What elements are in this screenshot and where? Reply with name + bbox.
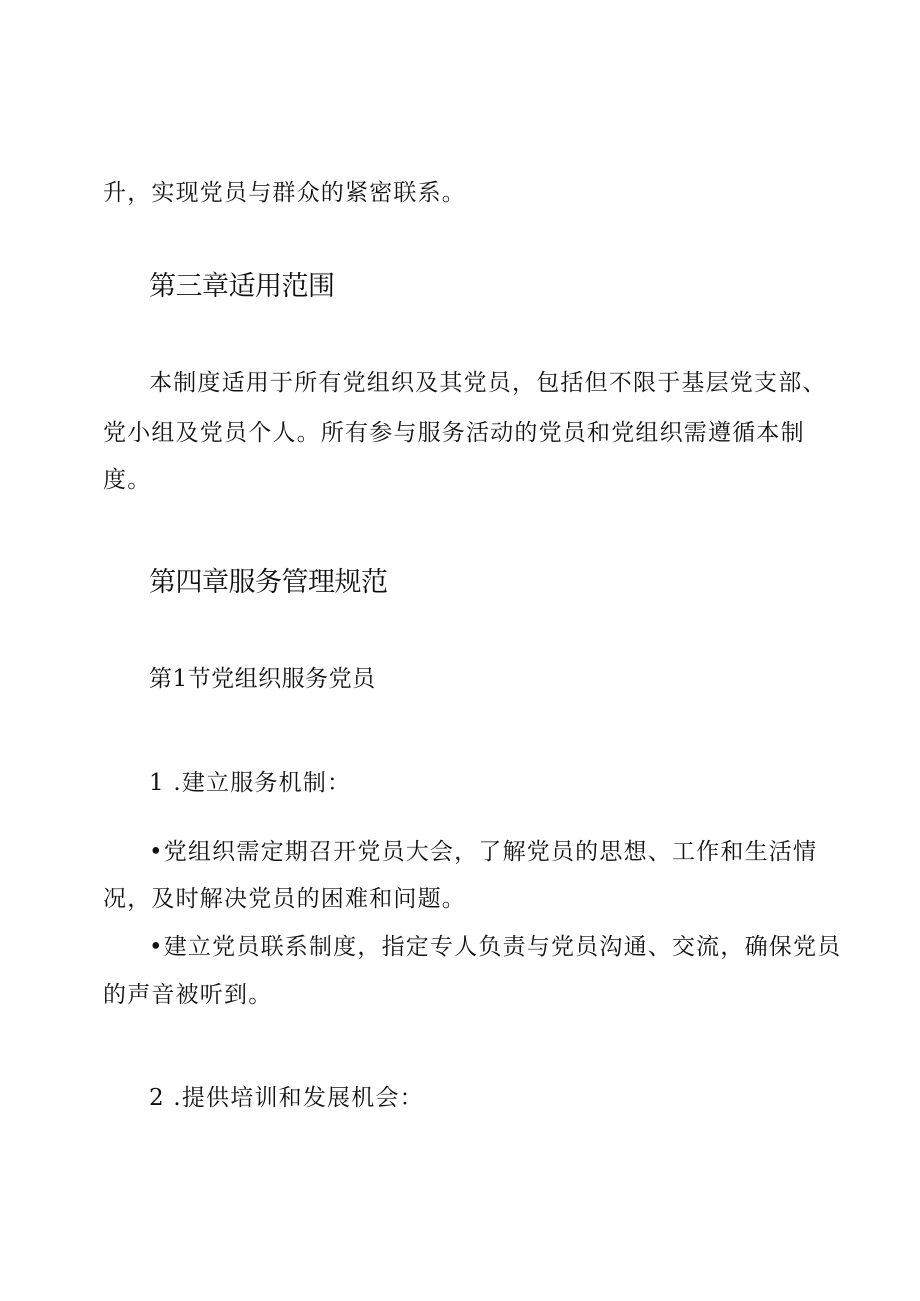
bullet-line: 的声音被听到。 bbox=[103, 982, 273, 1008]
chapter-3-heading: 第三章适用范围 bbox=[149, 271, 335, 302]
item-1-title: 1 .建立服务机制： bbox=[149, 770, 352, 796]
section-1-title: 第1节党组织服务党员 bbox=[149, 666, 376, 692]
chapter-3-paragraph-line: 度。 bbox=[103, 467, 152, 493]
intro-tail-text: 升，实现党员与群众的紧密联系。 bbox=[103, 180, 466, 206]
chapter-3-paragraph-line: 本制度适用于所有党组织及其党员，包括但不限于基层党支部、 bbox=[149, 370, 827, 396]
bullet-line: •建立党员联系制度，指定专人负责与党员沟通、交流，确保党员 bbox=[149, 934, 842, 960]
chapter-3-paragraph-line: 党小组及党员个人。所有参与服务活动的党员和党组织需遵循本制 bbox=[103, 420, 805, 446]
bullet-line: 况，及时解决党员的困难和问题。 bbox=[103, 886, 466, 912]
item-2-title: 2 .提供培训和发展机会： bbox=[149, 1085, 424, 1111]
bullet-line: •党组织需定期召开党员大会，了解党员的思想、工作和生活情 bbox=[149, 839, 818, 865]
chapter-4-heading: 第四章服务管理规范 bbox=[149, 567, 388, 598]
